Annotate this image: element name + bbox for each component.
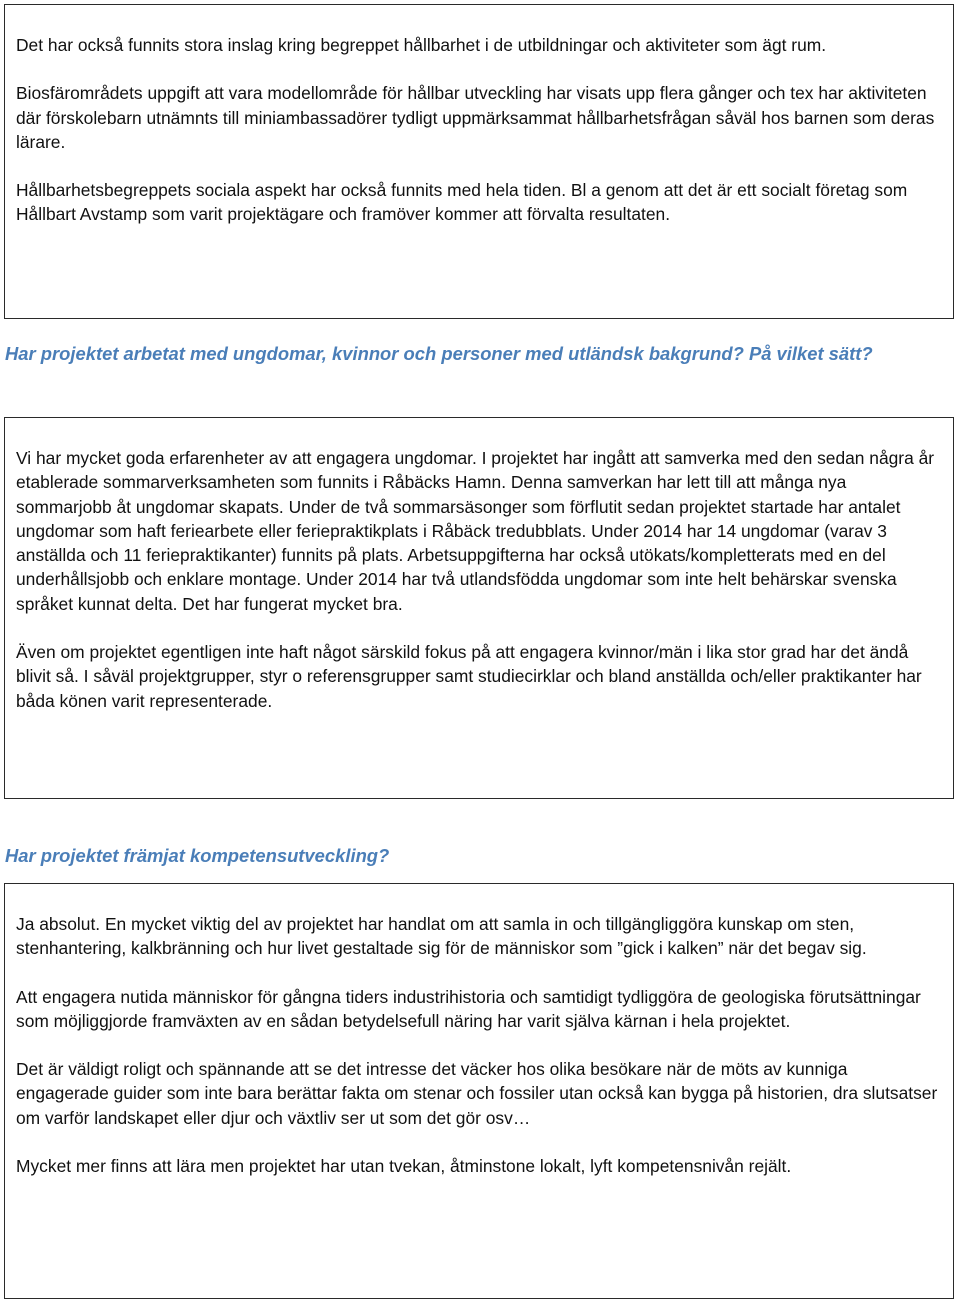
answer-box-sustainability: [4, 4, 954, 319]
paragraph: Att engagera nutida människor för gångna tiders industrihistoria och samtidigt tydliggöra de geologiska förutsättningar som möjliggjorde framväxten av en sådan betydelsefull näring har varit själva kärnan i hela projektet.: [16, 986, 921, 1031]
paragraph: Mycket mer finns att lära men projektet har utan tvekan, åtminstone lokalt, lyft kompetensnivån rejält.: [16, 1156, 792, 1177]
paragraph: Hållbarhetsbegreppets sociala aspekt har också funnits med hela tiden. Bl a genom att det är ett socialt företag som Hållbart Avstamp som varit projektägare och framöver kommer att förvalta resultaten.: [16, 180, 908, 225]
answer-box-youth-women: [4, 417, 954, 799]
paragraph: Det har också funnits stora inslag kring begreppet hållbarhet i de utbildningar och aktiviteter som ägt rum.: [16, 35, 827, 55]
paragraph: Biosfärområdets uppgift att vara modellområde för hållbar utveckling har visats upp flera gånger och tex har aktiviteten där förskolebarn utnämnts till miniambassadörer tydligt uppmärksammat hållbarhetsfrågan såväl hos barnen som deras lärare.: [16, 83, 935, 152]
paragraph: Ja absolut. En mycket viktig del av projektet har handlat om att samla in och tillgängliggöra kunskap om sten, stenhantering, kalkbränning och hur livet gestaltade sig för de människor som ”gick i kalken” när det begav sig.: [16, 914, 867, 959]
answer-box-competence: [4, 883, 954, 1299]
paragraph: Även om projektet egentligen inte haft något särskild fokus på att engagera kvinnor/män i lika stor grad har det ändå blivit så. I såväl projektgrupper, styr o referensgrupper samt studiecirklar och bland anställda och/eller praktikanter har båda könen varit representerade.: [16, 642, 922, 711]
paragraph: Vi har mycket goda erfarenheter av att engagera ungdomar. I projektet har ingått att samverka med den sedan några år etablerade sommarverksamheten som funnits i Råbäcks Hamn. Denna samverkan har lett till att många nya sommarjobb åt ungdomar skapats. Under de två sommarsäsonger som förflutit sedan projektet startade har antalet ungdomar som haft feriearbete eller feriepraktikplats i Råbäck tredubblats. Under 2014 har 14 ungdomar (varav 3 anställda och 11 feriepraktikanter) funnits på plats. Arbetsuppgifterna har också utökats/kompletterats med en del underhållsjobb och enklare montage. Under 2014 har två utlandsfödda ungdomar som inte helt behärskar svenska språket kunnat delta. Det har fungerat mycket bra.: [16, 448, 935, 614]
paragraph: Det är väldigt roligt och spännande att se det intresse det väcker hos olika besökare när de möts av kunniga engagerade guider som inte bara berättar fakta om stenar och fossiler utan också kan bygga på historien, dra slutsatser om varför landskapet eller djur och växtliv ser ut som det gör osv…: [16, 1059, 938, 1128]
question-heading-competence: Har projektet främjat kompetensutveckling?: [5, 845, 390, 866]
question-heading-youth-women: Har projektet arbetat med ungdomar, kvinnor och personer med utländsk bakgrund? På vilket sätt?: [5, 343, 873, 364]
